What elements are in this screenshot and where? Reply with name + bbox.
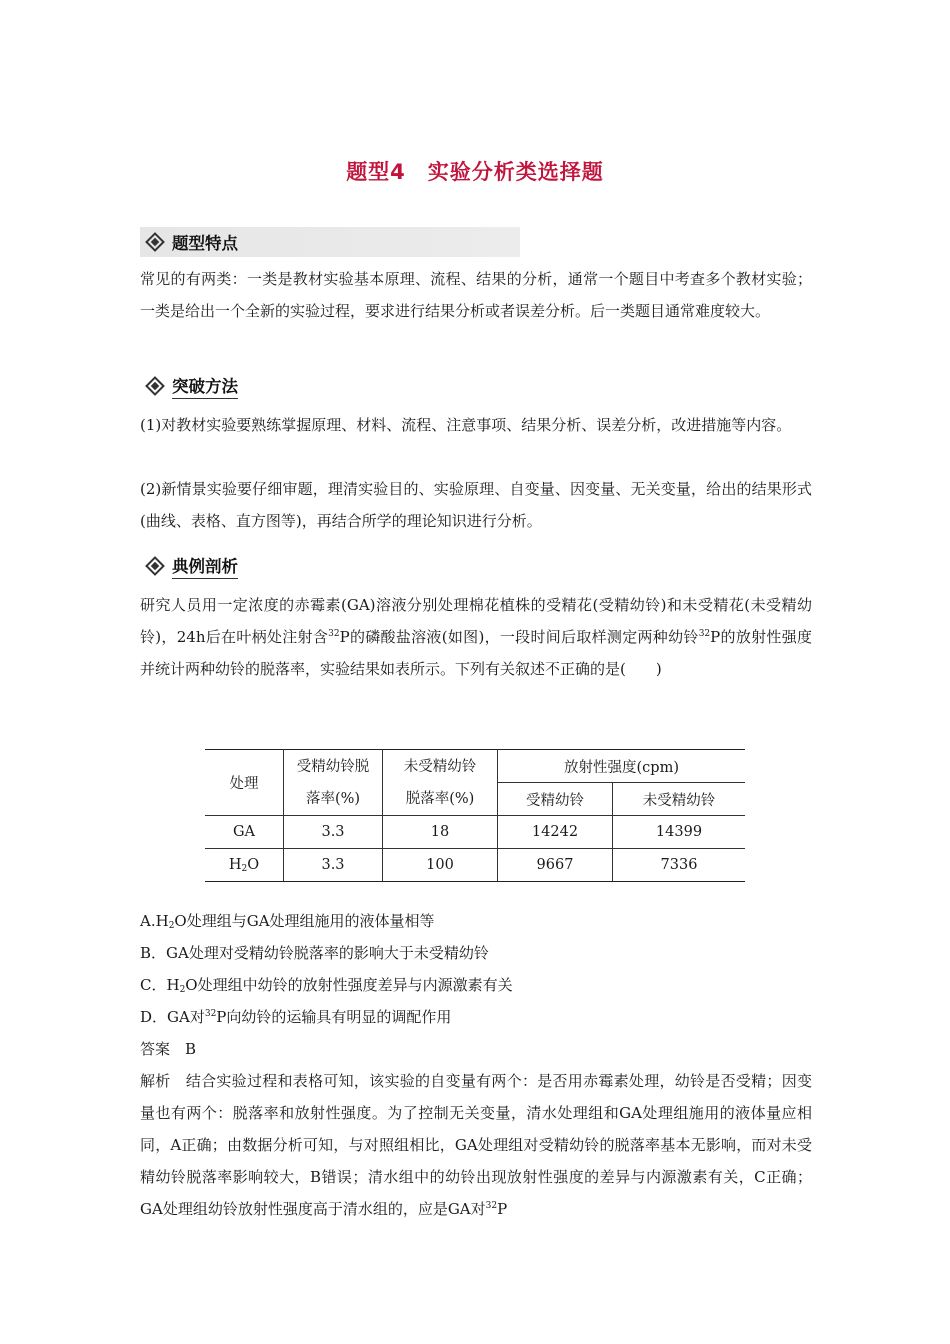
section-label: 题型特点	[172, 234, 238, 253]
section-label: 突破方法	[172, 373, 238, 399]
option-c: C．$H_2O$处理组中幼铃的放射性强度差异与内源激素有关	[140, 976, 513, 995]
methods-item-2: (2)新情景实验要仔细审题，理清实验目的、实验原理、自变量、因变量、无关变量，给出的结果形式(曲线、表格、直方图等)，再结合所学的理论知识进行分析。	[140, 480, 812, 530]
diamond-bullet-icon	[145, 556, 165, 576]
answer: 答案 B	[140, 1040, 197, 1058]
analysis-paragraph: 解析 结合实验过程和表格可知，该实验的自变量有两个：是否用赤霉素处理，幼铃是否受精；因变量也有两个：脱落率和放射性强度。为了控制无关变量，清水处理组和GA处理组施用的液体量应相同，A正确；由数据分析可知，与对照组相比，GA处理组对受精幼铃的脱落率基本无影响，而对未受精幼铃脱落率影响较大，B错误；清水组中的幼铃出现放射性强度的差异与内源激素有关，C正确；GA处理组幼铃放射性强度高于清水组的，应是GA对$^{32}$P	[140, 1072, 812, 1218]
example-question: 研究人员用一定浓度的赤霉素(GA)溶液分别处理棉花植株的受精花(受精幼铃)和未受精花(未受精幼铃)，24h后在叶柄处注射含$^{32}$P的磷酸盐溶液(如图)，一段时间后取样测定两种幼铃$^{32}$P的放射性强度并统计两种幼铃的脱落率，实验结果如表所示。下列有关叙述不正确的是( )	[140, 596, 813, 678]
table-row: $H_2O$ 3.3 100 9667 7336	[205, 849, 745, 882]
option-b: B．GA处理对受精幼铃脱落率的影响大于未受精幼铃	[140, 944, 489, 962]
header-fertilized-abscission: 受精幼铃脱 落率(%)	[284, 750, 383, 816]
section-heading-example	[140, 551, 238, 581]
section-label: 典例剖析	[172, 553, 238, 579]
header-treatment: 处理	[205, 750, 284, 816]
table-row: GA 3.3 18 14242 14399	[205, 816, 745, 849]
diamond-bullet-icon	[145, 232, 165, 252]
header-unfertilized-abscission: 未受精幼铃 脱落率(%)	[383, 750, 498, 816]
diamond-bullet-icon	[145, 376, 165, 396]
results-table	[205, 749, 745, 882]
page-title: 题型4 实验分析类选择题	[346, 160, 604, 184]
section-heading-features	[140, 227, 520, 257]
header-fertilized-boll: 受精幼铃	[498, 783, 613, 816]
header-radioactivity: 放射性强度(cpm)	[498, 750, 746, 783]
features-paragraph: 常见的有两类：一类是教材实验基本原理、流程、结果的分析，通常一个题目中考查多个教材实验；一类是给出一个全新的实验过程，要求进行结果分析或者误差分析。后一类题目通常难度较大。	[140, 270, 812, 320]
methods-item-1: (1)对教材实验要熟练掌握原理、材料、流程、注意事项、结果分析、误差分析，改进措施等内容。	[140, 416, 792, 434]
header-unfertilized-boll: 未受精幼铃	[613, 783, 746, 816]
section-heading-methods	[140, 371, 238, 401]
option-a: $A.H_2O$处理组与GA处理组施用的液体量相等	[140, 912, 435, 931]
option-d: D．GA对$^{32}$P向幼铃的运输具有明显的调配作用	[140, 1008, 452, 1026]
